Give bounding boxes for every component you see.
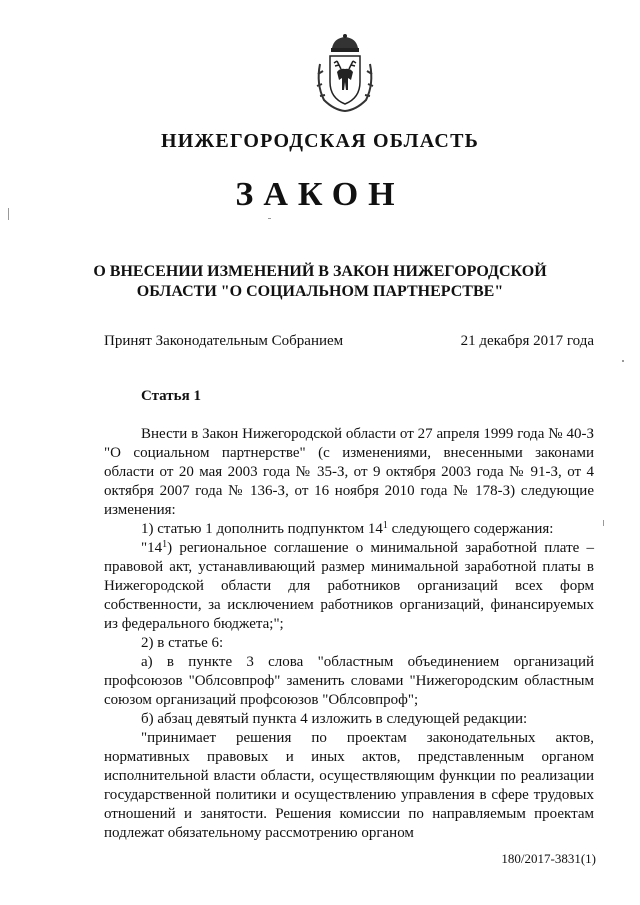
article-paragraph: Внести в Закон Нижегородской области от 27 апреля 1999 года № 40-З "О социальном партнерстве" (с изменениями, внесенными законами области от 20 мая 2003 года № 35-З, от 9 октября 2003 года № 91-З, от 4 октября 2007 года № 136-З, от 16 ноября 2010 года № 178-З) следующие изменения: [104,426,594,518]
title-line: О ВНЕСЕНИИ ИЗМЕНЕНИЙ В ЗАКОН НИЖЕГОРОДСКОЙ [93,263,547,280]
document-number: 180/2017-3831(1) [501,851,596,866]
article-paragraph: 1) статью 1 дополнить подпунктом $14^1$ следующего содержания: [141,520,554,537]
scan-mark [603,520,604,526]
adopted-by: Принят Законодательным Собранием [104,333,344,349]
article-paragraph: "принимает решения по проектам законодательных актов, нормативных правовых и иных актов, представленным органом исполнительной власти области, осуществляющим функции по реализации государственной политики и осуществлению управления в сфере трудовых отношений и занятости. Решения комиссии по направляемым проектам подлежат обязательному рассмотрению органом [104,730,594,841]
article-paragraph: "$14^1$) региональное соглашение о минимальной заработной плате – правовой акт, устанавливающий размер минимальной заработной платы в Нижегородской области для работников организаций всех форм собственности, за исключением работников организаций, финансируемых из федерального бюджета;"; [104,539,594,632]
adoption-line [104,333,594,350]
title-line: ОБЛАСТИ "О СОЦИАЛЬНОМ ПАРТНЕРСТВЕ" [136,283,504,300]
region-name: НИЖЕГОРОДСКАЯ ОБЛАСТЬ [160,130,480,152]
scan-mark [8,208,9,220]
document-title [80,262,560,302]
document-type: ЗАКОН [235,176,405,213]
article-paragraph: б) абзац девятый пункта 4 изложить в следующей редакции: [141,711,528,727]
coat-of-arms-icon [312,34,378,114]
article-heading: Статья 1 [141,388,201,404]
article-paragraph: 2) в статье 6: [141,635,224,651]
article-body [104,425,594,843]
scan-mark [622,360,624,362]
scan-mark [268,218,271,219]
adoption-date: 21 декабря 2017 года [460,333,594,349]
article-paragraph: а) в пункте 3 слова "областным объединением организаций профсоюзов "Облсовпроф" заменить словами "Нижегородским областным союзом организаций профсоюзов "Облсовпроф"; [104,654,594,708]
